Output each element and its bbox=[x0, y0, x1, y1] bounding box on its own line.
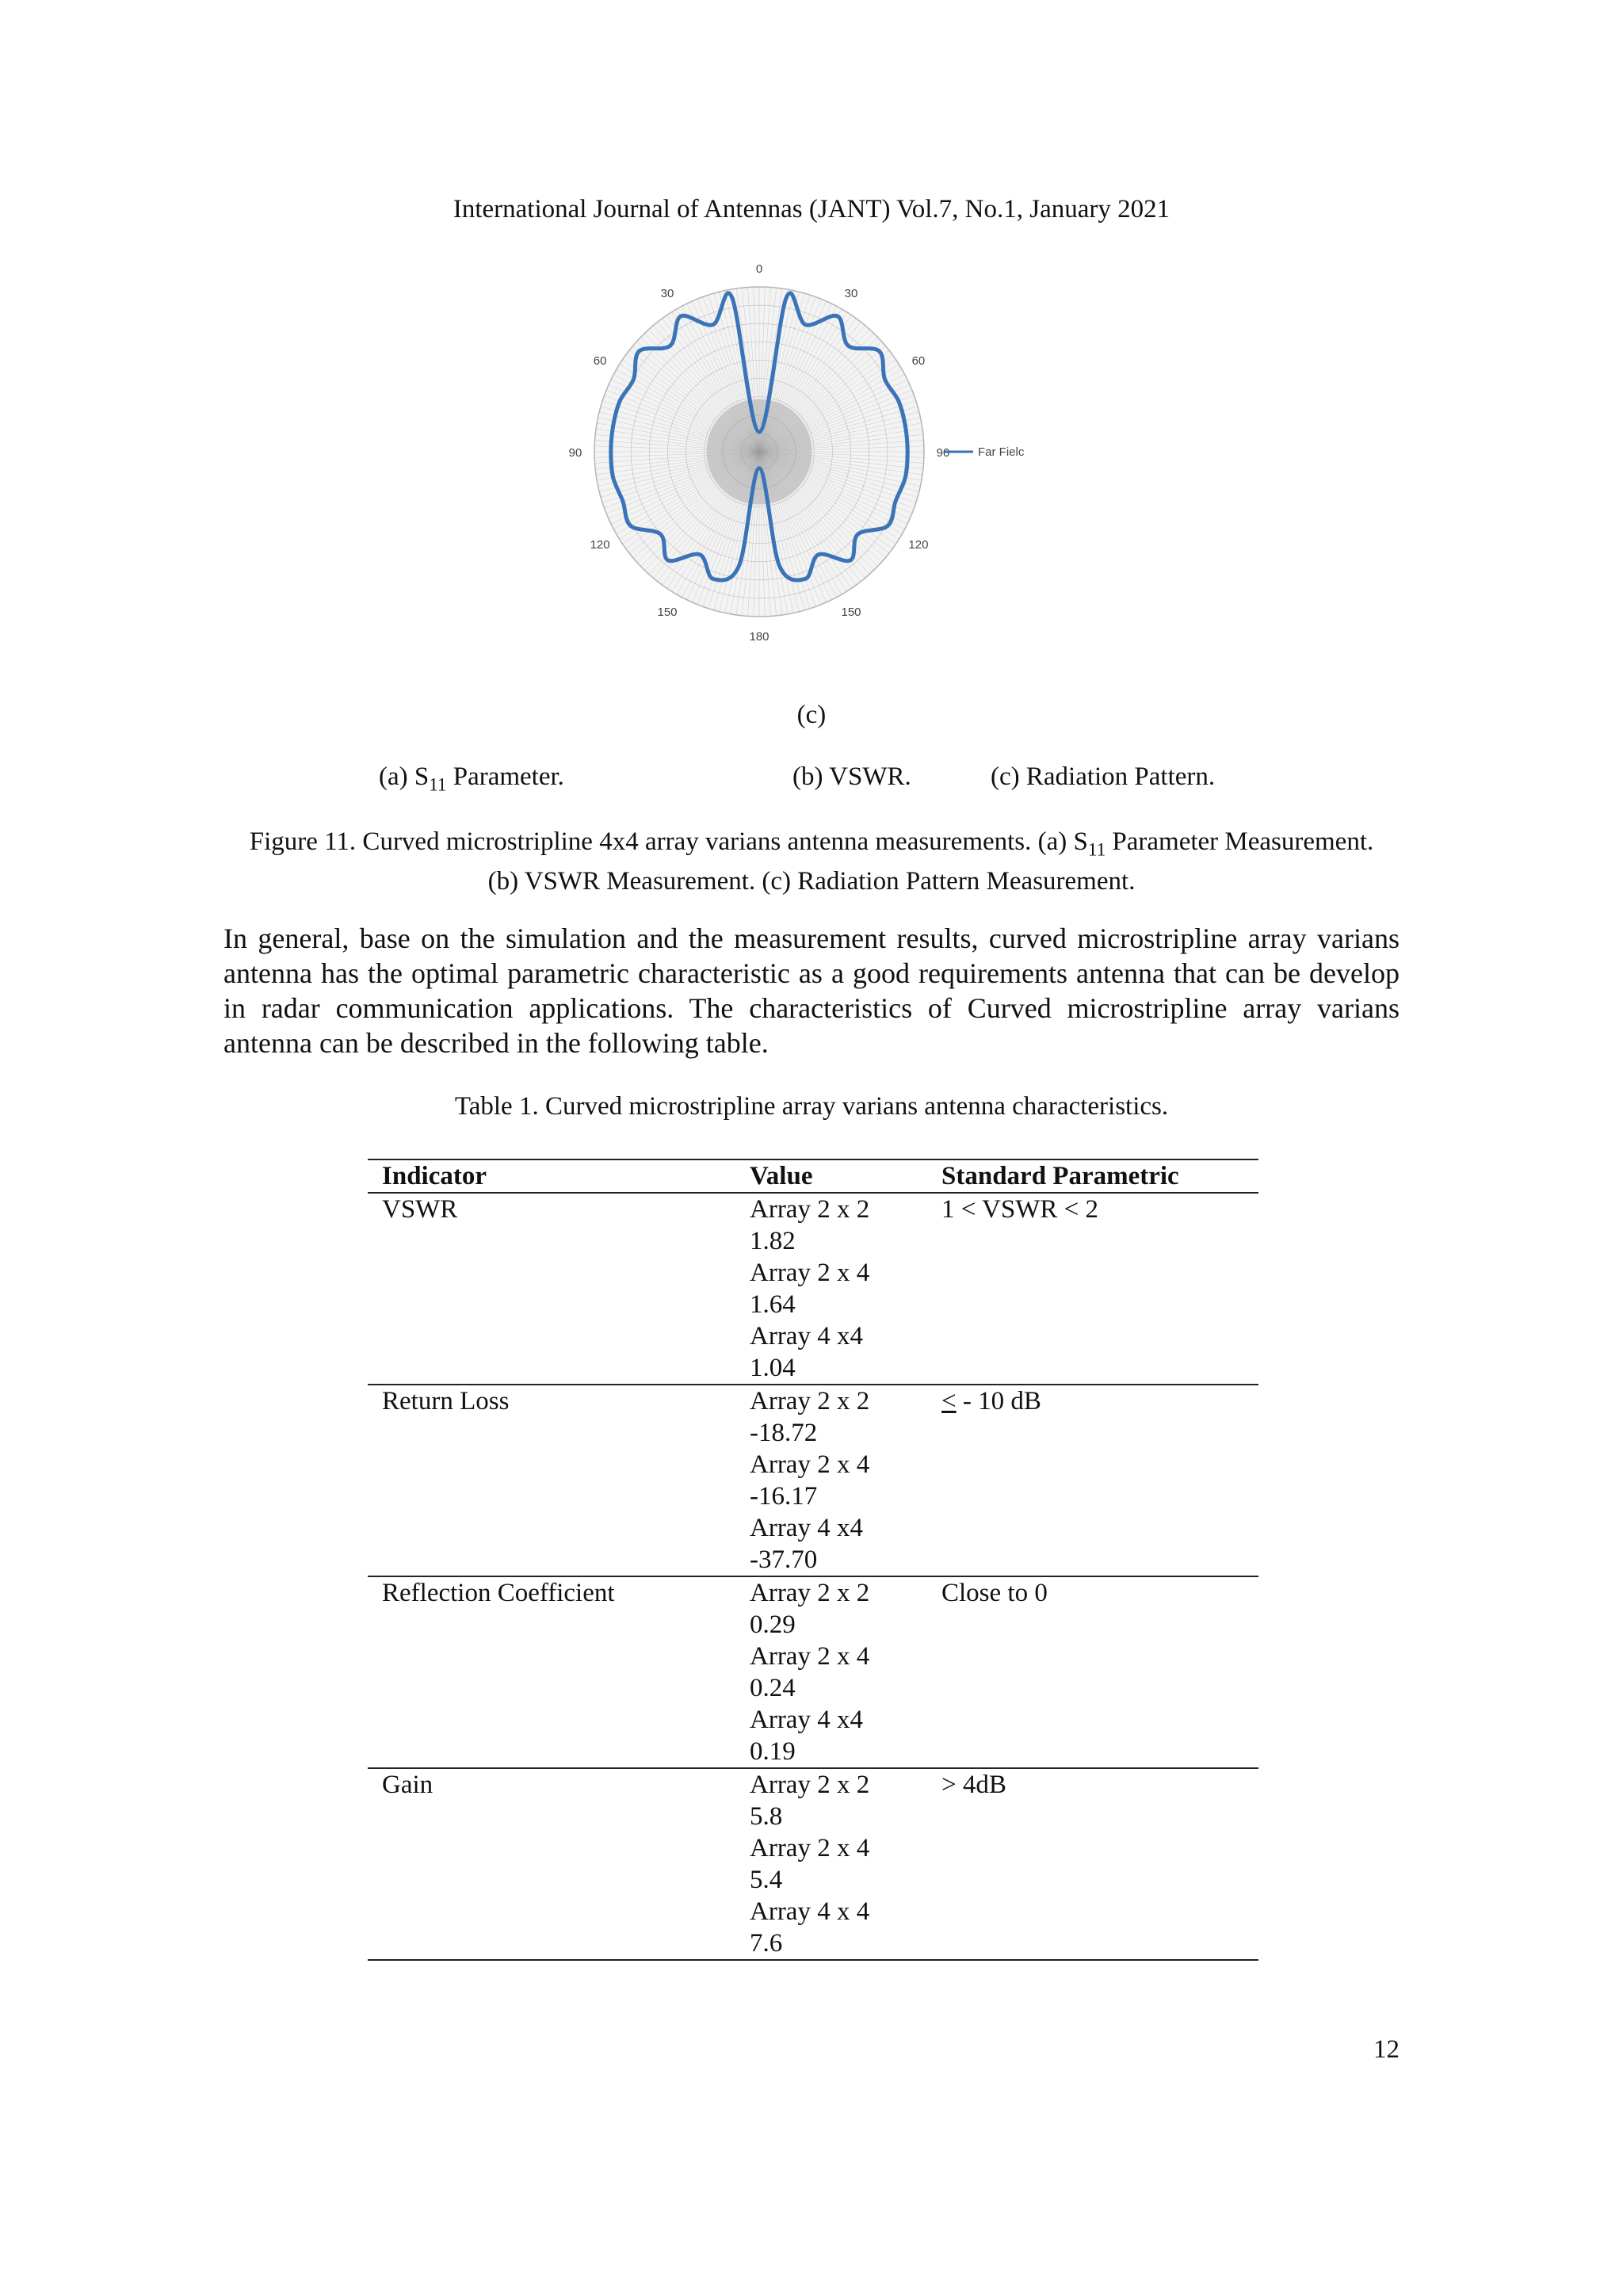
angle-tick-label: 60 bbox=[911, 354, 926, 368]
running-head: International Journal of Antennas (JANT) Vol.7, No.1, January 2021 bbox=[453, 195, 1170, 223]
cell-value-line: Array 2 x 4 bbox=[750, 1834, 870, 1862]
cell-value-line: 1.82 bbox=[750, 1227, 796, 1255]
angle-tick-label: 150 bbox=[841, 605, 861, 619]
subcaption-b: (b) VSWR. bbox=[792, 762, 911, 791]
cell-standard bbox=[927, 1385, 1258, 1576]
cell-value-line: 0.19 bbox=[750, 1737, 796, 1766]
angle-tick-label: 90 bbox=[568, 446, 582, 460]
figure-caption bbox=[0, 826, 1623, 897]
header-standard: Standard Parametric bbox=[941, 1162, 1179, 1190]
angle-tick-label: 180 bbox=[749, 630, 769, 644]
cell-value-line: Array 4 x4 bbox=[750, 1322, 863, 1350]
cell-value-line: 1.64 bbox=[750, 1290, 796, 1319]
cell-values bbox=[735, 1385, 927, 1576]
cell-standard bbox=[927, 1768, 1258, 1960]
legend-label: Far Fielc bbox=[978, 445, 1025, 459]
cell-value-line: Array 2 x 2 bbox=[750, 1579, 870, 1607]
angle-tick-label: 120 bbox=[908, 538, 929, 552]
cell-indicator: VSWR bbox=[382, 1195, 458, 1224]
cell-standard bbox=[927, 1193, 1258, 1385]
cell-standard-text: > 4dB bbox=[941, 1771, 1006, 1799]
table-row bbox=[368, 1193, 1258, 1385]
radiation-pattern-figure bbox=[547, 262, 1086, 658]
angle-tick-label: 150 bbox=[657, 605, 678, 619]
cell-standard bbox=[927, 1576, 1258, 1768]
table-row bbox=[368, 1576, 1258, 1768]
figure-caption-line-1: Figure 11. Curved microstripline 4x4 array varians antenna measurements. (a) $S_{11}$ Parameter Measurement. bbox=[249, 827, 1374, 860]
cell-standard-text: Close to 0 bbox=[941, 1579, 1048, 1607]
cell-standard-text: 1 < VSWR < 2 bbox=[941, 1195, 1098, 1224]
cell-values bbox=[735, 1576, 927, 1768]
cell-standard-symbol: < bbox=[941, 1387, 957, 1415]
cell-value-line: Array 4 x 4 bbox=[750, 1897, 870, 1926]
table-header-row bbox=[368, 1159, 1258, 1193]
cell-value-line: 5.4 bbox=[750, 1866, 783, 1894]
page-number: 12 bbox=[1373, 2035, 1400, 2064]
table-caption: Table 1. Curved microstripline array varians antenna characteristics. bbox=[454, 1092, 1169, 1121]
polar-center-density bbox=[706, 399, 812, 504]
cell-value-line: Array 4 x4 bbox=[750, 1514, 863, 1542]
angle-tick-label: 120 bbox=[590, 538, 610, 552]
table-row bbox=[368, 1768, 1258, 1960]
cell-value-line: 1.04 bbox=[750, 1354, 796, 1382]
cell-value-line: 5.8 bbox=[750, 1802, 783, 1831]
subfigure-label: (c) bbox=[796, 701, 827, 729]
cell-value-line: 7.6 bbox=[750, 1929, 783, 1958]
cell-value-line: Array 2 x 2 bbox=[750, 1195, 870, 1224]
header-indicator: Indicator bbox=[382, 1162, 487, 1190]
characteristics-table bbox=[368, 1159, 1258, 1961]
cell-indicator: Gain bbox=[382, 1771, 433, 1799]
cell-value-line: Array 2 x 2 bbox=[750, 1771, 870, 1799]
cell-value-line: Array 2 x 2 bbox=[750, 1387, 870, 1415]
subcaption-c: (c) Radiation Pattern. bbox=[991, 762, 1216, 791]
cell-value-line: -37.70 bbox=[750, 1545, 818, 1574]
angle-tick-label: 90 bbox=[936, 446, 950, 460]
cell-indicator: Return Loss bbox=[382, 1387, 510, 1415]
body-paragraph: In general, base on the simulation and the measurement results, curved microstripline array varians antenna has the optimal parametric characteristic as a good requirements antenna that can be develop in radar communication applications. The characteristics of Curved microstripline array varians antenna can be described in the following table. bbox=[223, 923, 1400, 1059]
cell-value-line: -18.72 bbox=[750, 1419, 818, 1447]
cell-value-line: Array 2 x 4 bbox=[750, 1450, 870, 1479]
cell-value-line: 0.24 bbox=[750, 1674, 796, 1702]
cell-values bbox=[735, 1193, 927, 1385]
angle-tick-label: 30 bbox=[660, 287, 674, 301]
polar-chart bbox=[547, 262, 1086, 658]
cell-standard-text: - 10 dB bbox=[956, 1387, 1041, 1415]
header-value: Value bbox=[750, 1162, 813, 1190]
figure-caption-line-2: (b) VSWR Measurement. (c) Radiation Pattern Measurement. bbox=[487, 866, 1136, 896]
angle-tick-label: 60 bbox=[593, 354, 607, 368]
cell-value-line: 0.29 bbox=[750, 1610, 796, 1639]
cell-values bbox=[735, 1768, 927, 1960]
cell-value-line: Array 2 x 4 bbox=[750, 1642, 870, 1671]
angle-tick-label: 30 bbox=[844, 287, 858, 301]
cell-value-line: Array 2 x 4 bbox=[750, 1259, 870, 1287]
table-row bbox=[368, 1385, 1258, 1576]
subcaption-a: (a) $S_{11}$ Parameter. bbox=[379, 762, 564, 795]
cell-value-line: Array 4 x4 bbox=[750, 1706, 863, 1734]
angle-tick-label: 0 bbox=[755, 262, 763, 276]
cell-value-line: -16.17 bbox=[750, 1482, 818, 1511]
cell-indicator: Reflection Coefficient bbox=[382, 1579, 615, 1607]
